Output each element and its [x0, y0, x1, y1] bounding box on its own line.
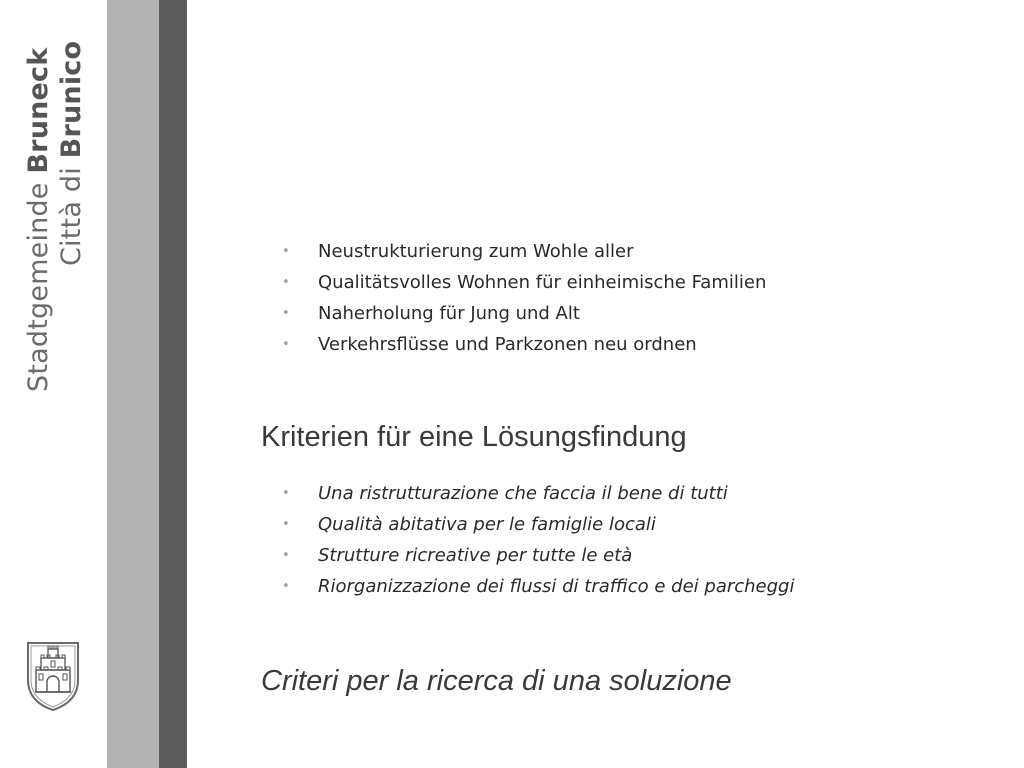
list-item: • Una ristrutturazione che faccia il bene di tutti — [258, 478, 978, 509]
italian-goals-list — [258, 478, 978, 602]
bullet-icon: • — [282, 517, 290, 532]
list-item: • Qualità abitativa per le famiglie locali — [258, 509, 978, 540]
list-item: • Neustrukturierung zum Wohle aller — [258, 236, 978, 267]
bullet-icon: • — [282, 337, 290, 352]
bullet-icon: • — [282, 306, 290, 321]
list-item: • Verkehrsflüsse und Parkzonen neu ordnen — [258, 329, 978, 360]
bullet-icon: • — [282, 548, 290, 563]
list-item: • Strutture ricreative per tutte le età — [258, 540, 978, 571]
coat-of-arms-icon — [25, 640, 81, 712]
bullet-icon: • — [282, 275, 290, 290]
bullet-icon: • — [282, 579, 290, 594]
italian-heading: Criteri per la ricerca di una soluzione — [261, 665, 732, 697]
brand-line-italian: Città di Brunico — [56, 40, 87, 266]
brand-line-german: Stadtgemeinde Bruneck — [23, 47, 54, 392]
decorative-stripe-dark — [159, 0, 187, 768]
list-item: • Naherholung für Jung und Alt — [258, 298, 978, 329]
german-heading: Kriterien für eine Lösungsfindung — [261, 421, 687, 453]
list-item: • Riorganizzazione dei flussi di traffico e dei parcheggi — [258, 571, 978, 602]
municipality-brand — [22, 41, 88, 392]
german-goals-list — [258, 236, 978, 360]
list-item: • Qualitätsvolles Wohnen für einheimische Familien — [258, 267, 978, 298]
bullet-icon: • — [282, 244, 290, 259]
decorative-stripe-light — [107, 0, 159, 768]
bullet-icon: • — [282, 486, 290, 501]
